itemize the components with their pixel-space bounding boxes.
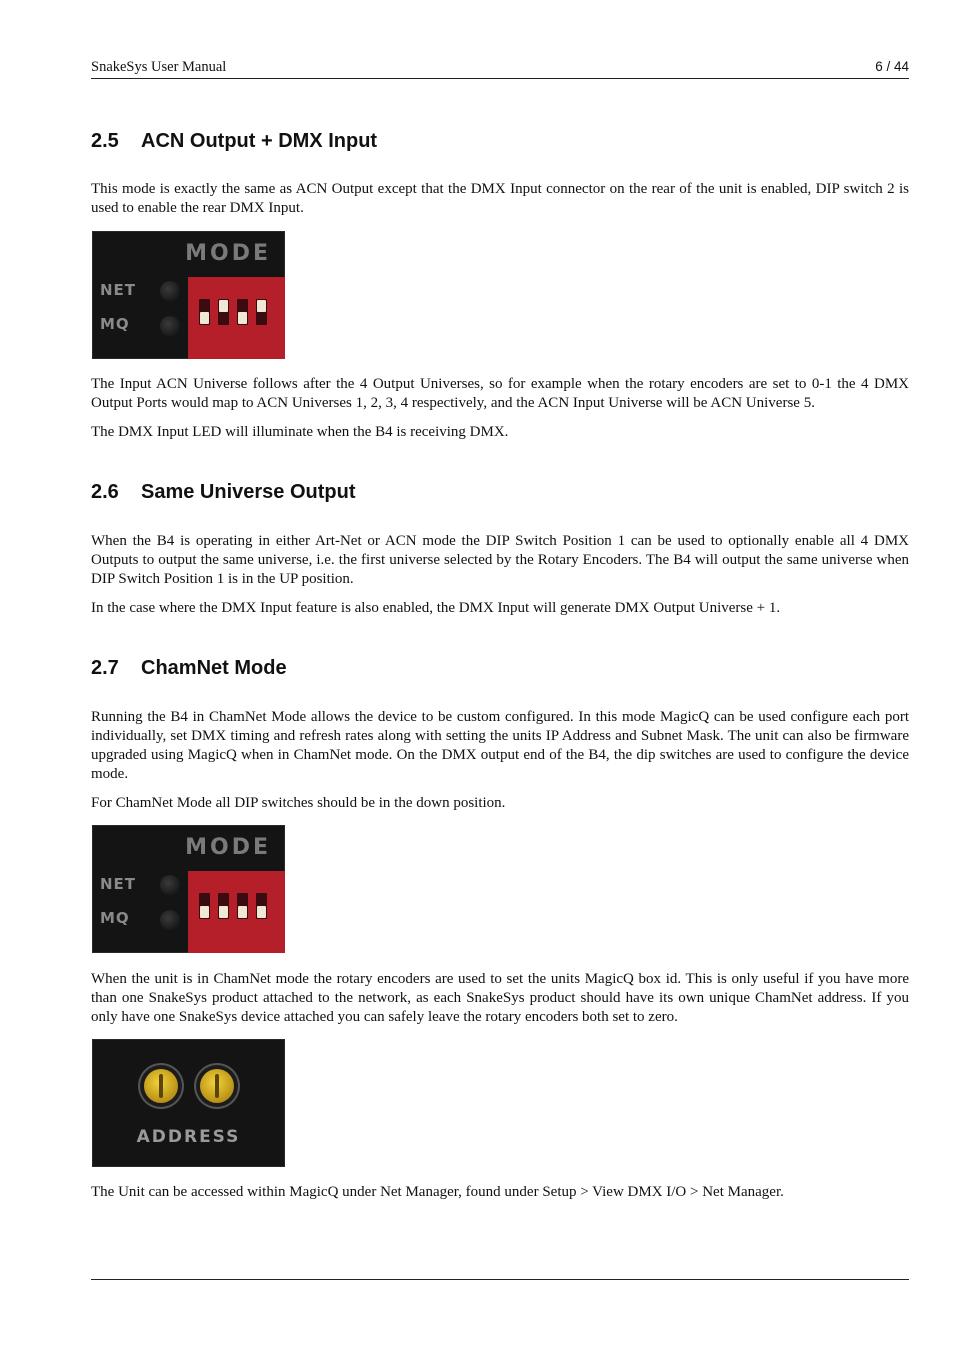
paragraph: This mode is exactly the same as ACN Output except that the DMX Input connector on the rear of the unit is enabled, DIP switch 2 is used to enable the rear DMX Input. bbox=[91, 181, 909, 216]
section-number: 2.7 bbox=[91, 657, 119, 679]
dip-switch-4 bbox=[256, 299, 267, 325]
mode-dip-switch-figure-acn-dmx-in bbox=[92, 231, 285, 359]
section-title: Same Universe Output bbox=[141, 481, 356, 503]
net-label: NET bbox=[100, 875, 137, 893]
mode-label: MODE bbox=[185, 241, 271, 266]
address-rotary-encoder-figure bbox=[92, 1039, 285, 1167]
footer-rule bbox=[91, 1279, 909, 1280]
section-number: 2.6 bbox=[91, 481, 119, 503]
paragraph: In the case where the DMX Input feature is also enabled, the DMX Input will generate DMX Output Universe + 1. bbox=[91, 600, 781, 616]
mq-label: MQ bbox=[100, 315, 130, 333]
dip-switch-bank bbox=[188, 871, 285, 953]
document-title: SnakeSys User Manual bbox=[91, 59, 227, 75]
paragraph: The Unit can be accessed within MagicQ under Net Manager, found under Setup > View DMX I/O > Net Manager. bbox=[91, 1184, 784, 1200]
dip-switch-3 bbox=[237, 893, 248, 919]
dip-switch-1 bbox=[199, 893, 210, 919]
paragraph: When the B4 is operating in either Art-Net or ACN mode the DIP Switch Position 1 can be used to optionally enable all 4 DMX Outputs to output the same universe, i.e. the first universe selected by the Rotary Encoders. The B4 will output the same universe when DIP Switch Position 1 is in the UP position. bbox=[91, 533, 909, 587]
manual-page bbox=[91, 0, 909, 1350]
mq-led-icon bbox=[160, 316, 180, 336]
dip-switch-bank bbox=[188, 277, 285, 359]
paragraph: For ChamNet Mode all DIP switches should be in the down position. bbox=[91, 795, 506, 811]
paragraph: The DMX Input LED will illuminate when the B4 is receiving DMX. bbox=[91, 424, 509, 440]
net-label: NET bbox=[100, 281, 137, 299]
rotary-encoder-left-icon bbox=[144, 1069, 178, 1103]
paragraph: Running the B4 in ChamNet Mode allows the device to be custom configured. In this mode MagicQ can be used configure each port individually, set DMX timing and refresh rates along with setting the units IP Address and Subnet Mask. The unit can also be firmware upgraded using MagicQ when in ChamNet mode. On the DMX output end of the B4, the dip switches are used to configure the device mode. bbox=[91, 709, 909, 782]
net-led-icon bbox=[160, 875, 180, 895]
dip-switch-4 bbox=[256, 893, 267, 919]
net-led-icon bbox=[160, 281, 180, 301]
dip-switch-1 bbox=[199, 299, 210, 325]
running-header bbox=[91, 58, 909, 79]
address-label: ADDRESS bbox=[136, 1127, 241, 1147]
mode-label: MODE bbox=[185, 835, 271, 860]
paragraph: When the unit is in ChamNet mode the rotary encoders are used to set the units MagicQ box id. This is only useful if you have more than one SnakeSys product attached to the network, as each SnakeSys product should have its own unique ChamNet address. If you only have one SnakeSys device attached you can safely leave the rotary encoders both set to zero. bbox=[91, 971, 909, 1025]
section-heading-2-6 bbox=[91, 481, 356, 504]
dip-switch-3 bbox=[237, 299, 248, 325]
paragraph: The Input ACN Universe follows after the 4 Output Universes, so for example when the rotary encoders are set to 0-1 the 4 DMX Output Ports would map to ACN Universes 1, 2, 3, 4 respectively, and the ACN Input Universe will be ACN Universe 5. bbox=[91, 376, 909, 411]
mode-dip-switch-figure-chamnet bbox=[92, 825, 285, 953]
section-number: 2.5 bbox=[91, 130, 119, 152]
mq-label: MQ bbox=[100, 909, 130, 927]
mq-led-icon bbox=[160, 910, 180, 930]
section-heading-2-7 bbox=[91, 657, 287, 680]
section-title: ACN Output + DMX Input bbox=[141, 130, 378, 152]
rotary-encoder-right-icon bbox=[200, 1069, 234, 1103]
page-number: 6 / 44 bbox=[875, 59, 909, 74]
section-heading-2-5 bbox=[91, 130, 377, 153]
dip-switch-2 bbox=[218, 299, 229, 325]
dip-switch-2 bbox=[218, 893, 229, 919]
section-title: ChamNet Mode bbox=[141, 657, 287, 679]
